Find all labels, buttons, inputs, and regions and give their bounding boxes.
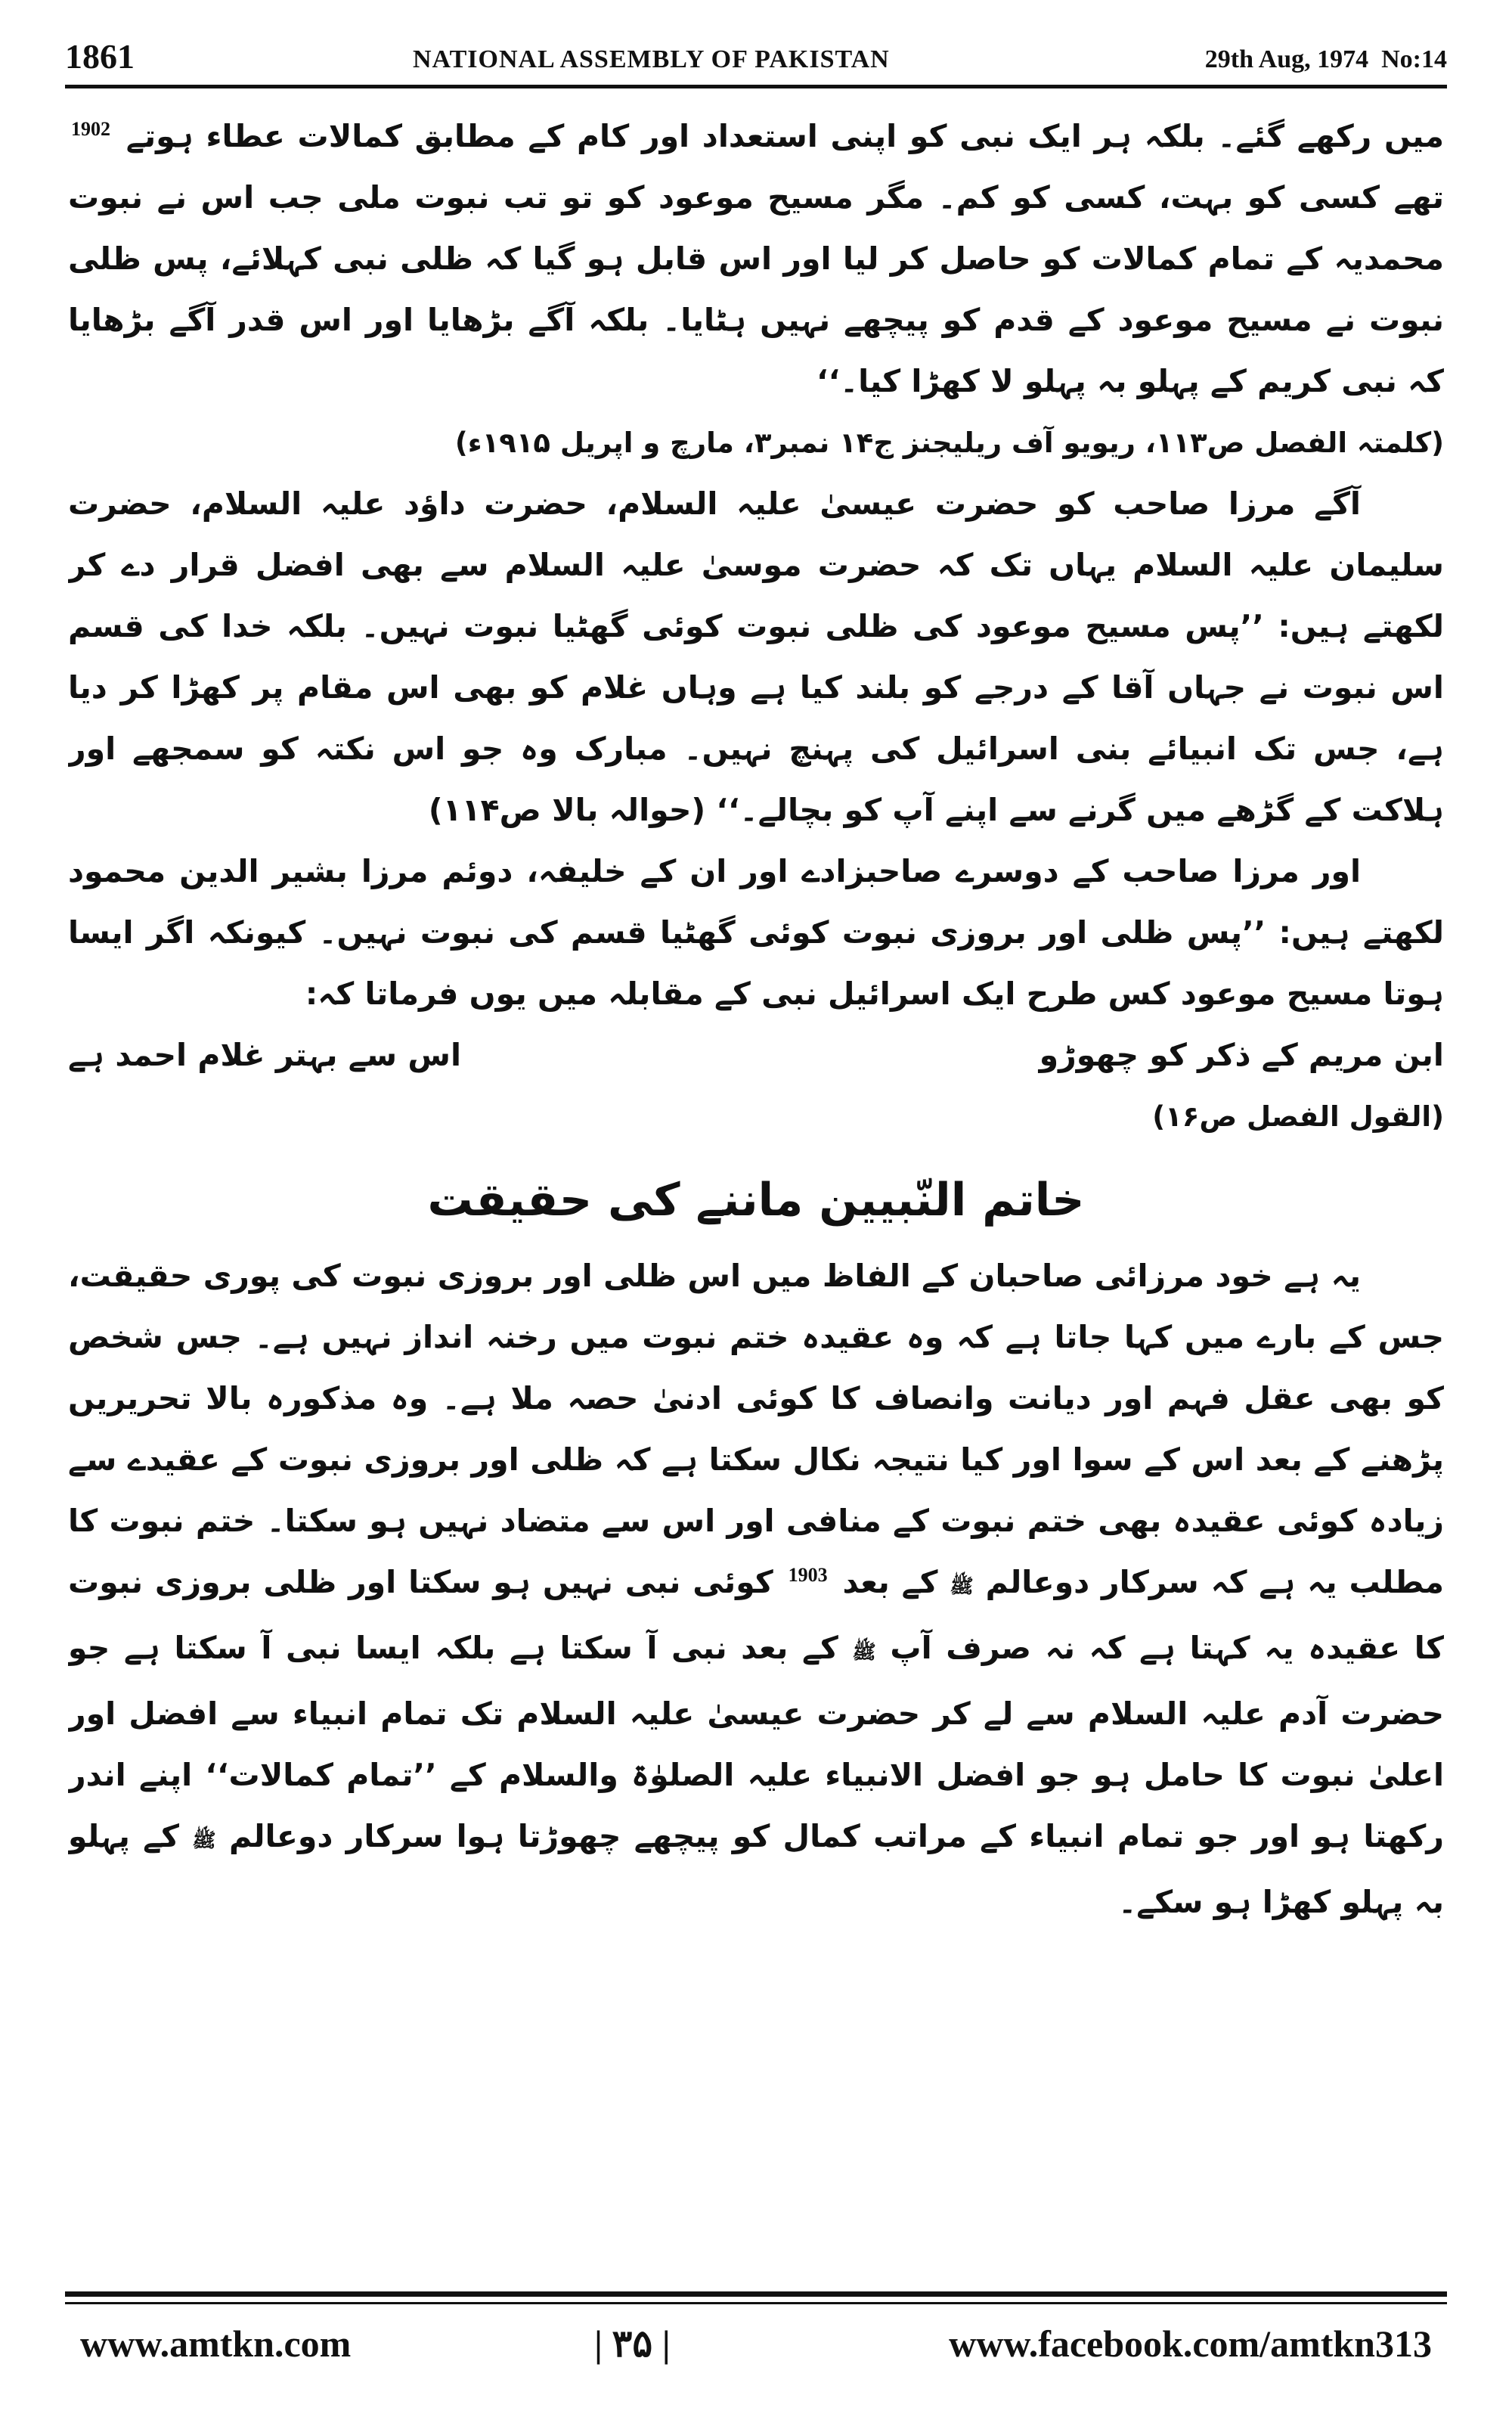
footer-rule-thin (65, 2302, 1447, 2304)
page-footer (65, 2322, 1447, 2382)
paragraph-4-text-a: یہ ہے خود مرزائی صاحبان کے الفاظ میں اس ظلی اور بروزی نبوت کی پوری حقیقت، جس کے بارے میں کہا جاتا ہے کہ وہ عقیدہ ختم نبوت میں رخنہ انداز نہیں ہے۔ جس شخص کو بھی عقل فہم اور دیانت وانصاف کا کوئی ادنیٰ حصہ ملا ہے۔ وہ مذکورہ بالا تحریریں پڑھنے کے بعد اس کے سوا اور کیا نتیجہ نکال سکتا ہے کہ ظلی اور بروزی نبوت کے عقیدے سے زیادہ کوئی عقیدہ بھی ختم نبوت کے منافی اور اس سے متضاد نہیں ہو سکتا۔ ختم نبوت کا مطلب یہ ہے کہ سرکار دوعالم (68, 1258, 1444, 1600)
citation-1: (کلمتہ الفصل ص۱۱۳، ریویو آف ریلیجنز ج۱۴ نمبر۳، مارچ و اپریل ۱۹۱۵ء) (454, 427, 1444, 459)
honorific-1: ﷺ (950, 1575, 974, 1598)
paragraph-4 (68, 1246, 1444, 1933)
paragraph-1-text: میں رکھے گئے۔ بلکہ ہر ایک نبی کو اپنی استعداد اور کام کے مطابق کمالات عطاء ہوتے (125, 118, 1444, 154)
page-body (68, 106, 1444, 2254)
footer-facebook-link[interactable]: www.facebook.com/amtkn313 (949, 2322, 1432, 2365)
footer-website-link[interactable]: www.amtkn.com (80, 2322, 352, 2365)
verse-first-half: ابن مریم کے ذکر کو چھوڑو (1039, 1037, 1444, 1073)
verse-second-half: اس سے بہتر غلام احمد ہے (68, 1037, 462, 1073)
footnote-marker-1903: 1903 (788, 1564, 828, 1587)
paragraph-3: اور مرزا صاحب کے دوسرے صاحبزادے اور ان کے خلیفہ، دوئم مرزا بشیر الدین محمود لکھتے ہیں: ’’پس ظلی اور بروزی نبوت کوئی گھٹیا قسم کی نبوت نہیں۔ کیونکہ اگر ایسا ہوتا مسیح موعود کس طرح ایک اسرائیل نبی کے مقابلہ میں یوں فرماتا کہ: (68, 853, 1444, 1012)
header-rule (65, 85, 1447, 88)
paragraph-4-text-e: کے پہلو بہ پہلو کھڑا ہو سکے۔ (68, 1818, 1444, 1920)
paragraph-4-text-c: کوئی نبی نہیں ہو سکتا اور ظلی بروزی نبوت کا عقیدہ یہ کہتا ہے کہ نہ صرف آپ (68, 1564, 1444, 1666)
footnote-marker-1902: 1902 (71, 118, 110, 141)
footer-page-number: | ۳۵ | (594, 2322, 671, 2365)
paragraph-2: آگے مرزا صاحب کو حضرت عیسیٰ علیہ السلام، حضرت داؤد علیہ السلام، حضرت سلیمان علیہ السلام یہاں تک کہ حضرت موسیٰ علیہ السلام سے بھی افضل قرار دے کر لکھتے ہیں: ’’پس مسیح موعود کی ظلی نبوت کوئی گھٹیا نبوت نہیں۔ بلکہ خدا کی قسم اس نبوت نے جہاں آقا کے درجے کو بلند کیا ہے وہاں غلام کو بھی اس مقام پر کھڑا کر دیا ہے، جس تک انبیائے بنی اسرائیل کی پہنچ نہیں۔ مبارک وہ جو اس نکتہ کو سمجھے اور ہلاکت کے گڑھے میں گرنے سے اپنے آپ کو بچالے۔‘‘ (حوالہ بالا ص۱۱۴) (68, 486, 1444, 828)
verse-couplet (68, 1025, 1444, 1086)
header-number: No:14 (1381, 45, 1447, 73)
header-date-text: 29th Aug, 1974 (1204, 45, 1369, 73)
page-header (65, 36, 1447, 85)
section-heading: خاتم النّبیین ماننے کی حقیقت (427, 1174, 1085, 1227)
footer-rule-thick (65, 2291, 1447, 2297)
honorific-3: ﷺ (192, 1829, 216, 1852)
header-title: NATIONAL ASSEMBLY OF PAKISTAN (413, 45, 890, 73)
header-date (1205, 45, 1447, 74)
paragraph-1-continued: تھے کسی کو بہت، کسی کو کم۔ مگر مسیح موعود کو تو تب نبوت ملی جب اس نے نبوت محمدیہ کے تمام کمالات کو حاصل کر لیا اور اس قابل ہو گیا کہ ظلی نبی کہلائے، پس ظلی نبوت نے مسیح موعود کے قدم کو پیچھے نہیں ہٹایا۔ بلکہ آگے بڑھایا اور اس قدر آگے بڑھایا کہ نبی کریم کے پہلو بہ پہلو لا کھڑا کیا۔‘‘ (68, 179, 1444, 399)
honorific-2: ﷺ (852, 1641, 876, 1664)
paragraph-4-text-b: کے بعد (842, 1564, 938, 1600)
paragraph-4-text-d: کے بعد نبی آ سکتا ہے بلکہ ایسا نبی آ سکتا ہے جو حضرت آدم علیہ السلام سے لے کر حضرت عیسیٰ علیہ السلام تک تمام انبیاء سے افضل اور اعلیٰ نبوت کا حامل ہو جو افضل الانبیاء علیہ الصلوٰۃ والسلام کے ’’تمام کمالات‘‘ اپنے اندر رکھتا ہو اور جو تمام انبیاء کے مراتب کمال کو پیچھے چھوڑتا ہوا سرکار دوعالم (68, 1630, 1444, 1854)
citation-2: (القول الفصل ص۱۶) (1152, 1100, 1444, 1133)
page-number: 1861 (65, 37, 135, 76)
paragraph-1 (68, 106, 1444, 412)
